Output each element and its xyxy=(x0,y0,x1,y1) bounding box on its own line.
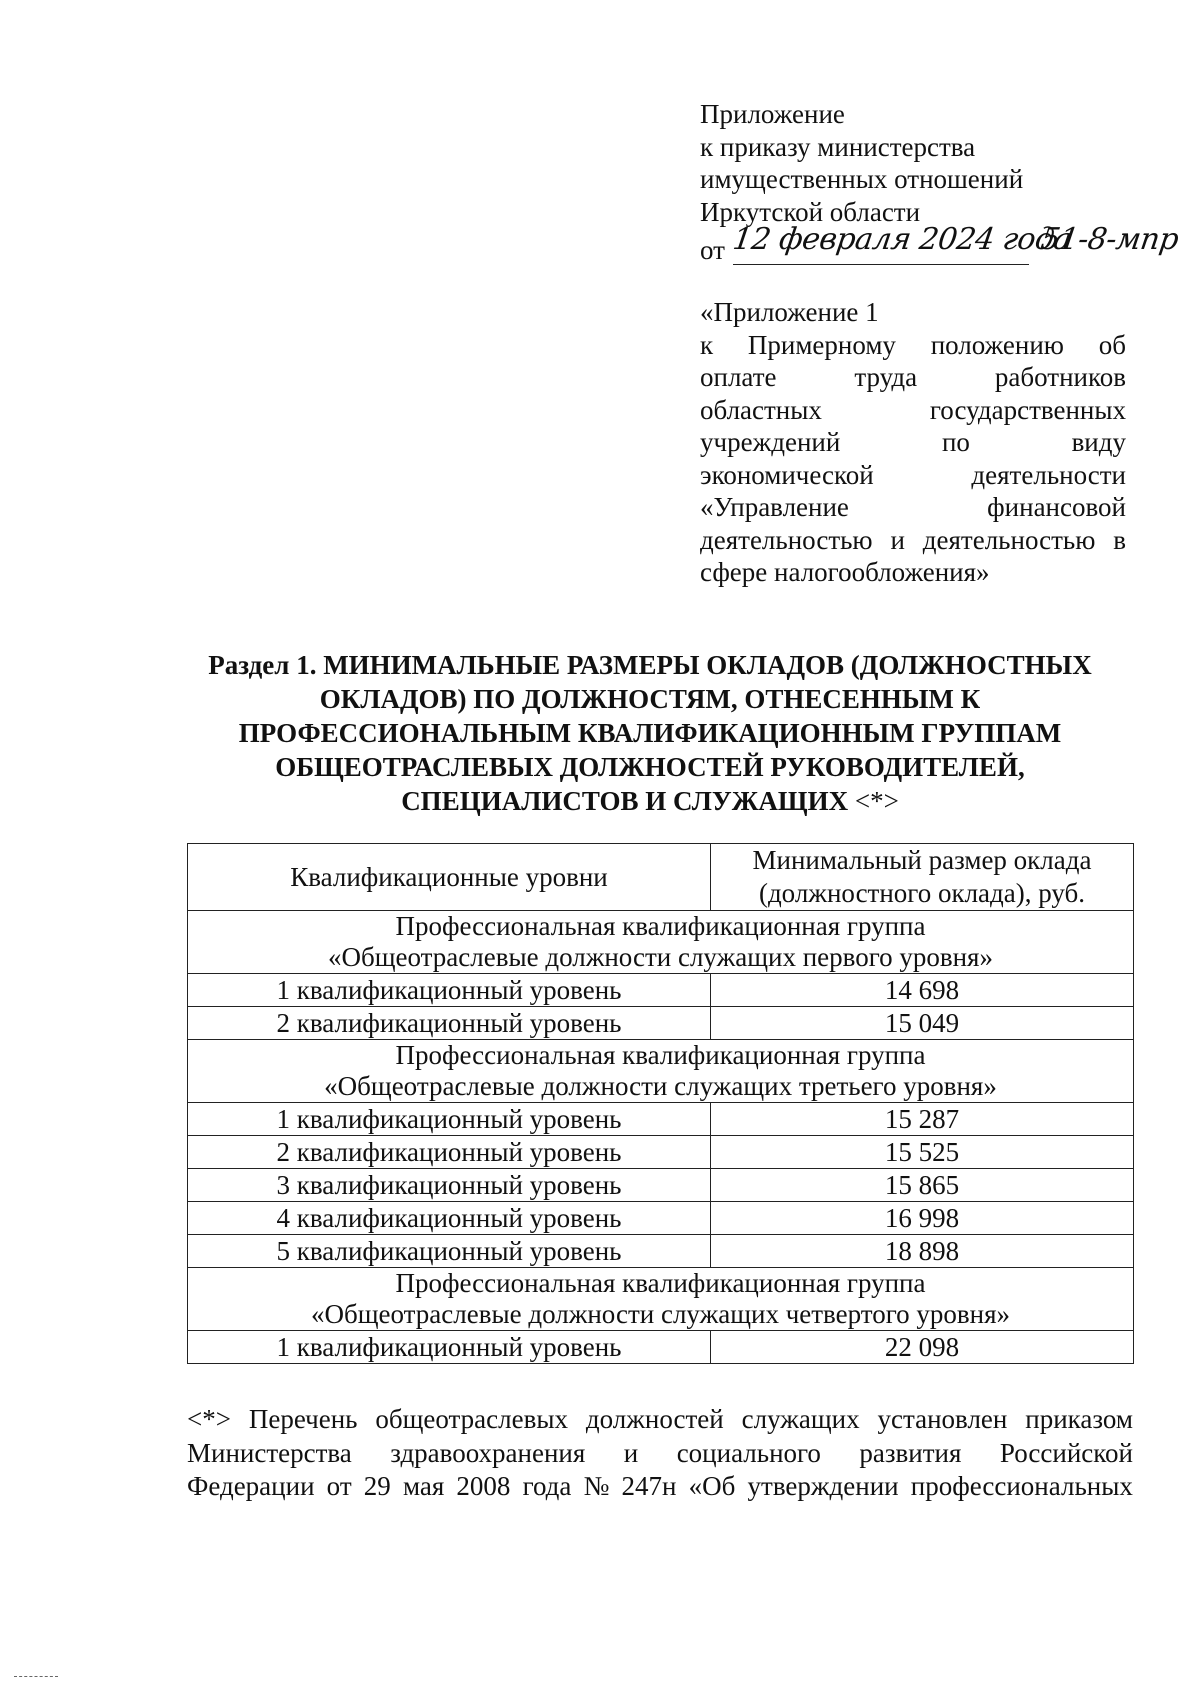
footnote-line xyxy=(187,1437,1133,1471)
salary-cell: 15 049 xyxy=(711,1007,1134,1040)
annex-line xyxy=(700,329,1126,362)
salary-cell: 22 098 xyxy=(711,1331,1134,1364)
annex-word: экономической xyxy=(700,459,874,490)
group-title-line: «Общеотраслевые должности служащих третьего уровня» xyxy=(324,1071,997,1101)
footnote-word: Федерации xyxy=(187,1471,315,1501)
annex-line xyxy=(700,556,1126,589)
section-title-line xyxy=(180,784,1120,818)
salary-cell: 15 865 xyxy=(711,1169,1134,1202)
footnote-word: социального xyxy=(676,1437,821,1468)
footnote-line xyxy=(187,1403,1133,1437)
attachment-line: Приложение xyxy=(700,99,845,129)
salary-cell: 14 698 xyxy=(711,974,1134,1007)
footnote-word: «Об xyxy=(688,1471,736,1501)
footnote-word: Перечень xyxy=(248,1404,358,1434)
annex-line xyxy=(700,459,1126,492)
section-title-line: ПРОФЕССИОНАЛЬНЫМ КВАЛИФИКАЦИОННЫМ ГРУППАМ xyxy=(238,718,1062,748)
footnote-word: должностей xyxy=(585,1404,724,1434)
table-row xyxy=(188,1136,1134,1169)
table-row xyxy=(188,974,1134,1007)
annex-word: об xyxy=(1098,329,1126,360)
section-title xyxy=(180,648,1120,818)
section-title-line: Раздел 1. МИНИМАЛЬНЫЕ РАЗМЕРЫ ОКЛАДОВ (ДОЛЖНОСТНЫХ xyxy=(208,650,1092,680)
salary-cell: 16 998 xyxy=(711,1202,1134,1235)
header-minimum-salary-line: (должностного оклада), руб. xyxy=(758,878,1086,908)
footnote-word: развития xyxy=(859,1437,962,1468)
annex-word: деятельности xyxy=(971,459,1126,490)
annex-word: Примерному xyxy=(747,329,896,360)
salary-cell: 15 525 xyxy=(711,1136,1134,1169)
table-row xyxy=(188,1235,1134,1268)
group-title-cell xyxy=(188,1040,1134,1103)
handwritten-date xyxy=(730,222,1181,257)
annex-word: государственных xyxy=(929,394,1126,425)
footnote-word: здравоохранения xyxy=(390,1437,586,1468)
header-minimum-salary xyxy=(711,844,1134,911)
table-row xyxy=(188,1007,1134,1040)
footnote-marker: <*> xyxy=(854,786,899,816)
qualification-level-cell: 1 квалификационный уровень xyxy=(188,1331,711,1364)
annex-word: положению xyxy=(930,329,1064,360)
footnote-word: 29 xyxy=(363,1471,391,1501)
footnote-word: Российской xyxy=(999,1437,1133,1468)
footnote-word: служащих xyxy=(741,1404,860,1434)
footnote-word: Министерства xyxy=(187,1437,352,1468)
group-title-line: Профессиональная квалификационная группа xyxy=(395,911,926,941)
footnote-word: утверждении xyxy=(747,1471,899,1501)
table-row xyxy=(188,1169,1134,1202)
annex-word: деятельностью xyxy=(700,524,873,555)
attachment-header xyxy=(700,98,1181,270)
annex-word: виду xyxy=(1071,427,1126,457)
annex-word: по xyxy=(941,427,970,457)
qualification-level-cell: 1 квалификационный уровень xyxy=(188,1103,711,1136)
group-title-line: «Общеотраслевые должности служащих четвертого уровня» xyxy=(311,1299,1010,1329)
handwritten-date-text: 12 февраля 2024 года xyxy=(730,222,1074,257)
qualification-level-cell: 4 квалификационный уровень xyxy=(188,1202,711,1235)
annex-word: в xyxy=(1113,524,1126,555)
section-title-line: ОКЛАДОВ) ПО ДОЛЖНОСТЯМ, ОТНЕСЕННЫМ К xyxy=(319,684,981,714)
group-row xyxy=(188,1268,1134,1331)
annex-word: деятельностью xyxy=(922,524,1096,555)
header-minimum-salary-line: Минимальный размер оклада xyxy=(752,845,1092,875)
footnote xyxy=(187,1403,1133,1504)
annex-line xyxy=(700,296,1126,329)
salary-cell: 18 898 xyxy=(711,1235,1134,1268)
table-body xyxy=(188,911,1134,1364)
annex-word: областных xyxy=(700,394,822,425)
annex-word: и xyxy=(890,524,905,555)
footnote-word: мая xyxy=(402,1471,445,1501)
annex-word: «Управление xyxy=(700,492,849,522)
table-row xyxy=(188,1103,1134,1136)
table-header-row xyxy=(188,844,1134,911)
attachment-line: к приказу министерства xyxy=(700,131,976,162)
footnote-word: от xyxy=(326,1471,352,1501)
header-qualification-levels: Квалификационные уровни xyxy=(188,844,711,911)
attachment-line: имущественных отношений xyxy=(700,164,1024,194)
footnote-word: установлен xyxy=(877,1404,1008,1434)
annex-word: «Приложение 1 xyxy=(700,297,879,327)
section-title-bold-part: СПЕЦИАЛИСТОВ И СЛУЖАЩИХ xyxy=(401,786,849,816)
group-title-line: «Общеотраслевые должности служащих первого уровня» xyxy=(328,942,993,972)
order-date-line xyxy=(700,222,1181,270)
annex-line xyxy=(700,361,1126,394)
footnote-word: <*> xyxy=(187,1404,231,1434)
scan-artifact xyxy=(14,1676,58,1677)
salary-table xyxy=(187,843,1134,1364)
annex-line xyxy=(700,426,1126,459)
group-title-line: Профессиональная квалификационная группа xyxy=(395,1040,926,1070)
table-row xyxy=(188,1331,1134,1364)
footnote-word: 2008 xyxy=(456,1471,511,1501)
qualification-level-cell: 2 квалификационный уровень xyxy=(188,1136,711,1169)
footnote-word: года xyxy=(522,1471,572,1501)
signature-underline xyxy=(733,264,1029,265)
handwritten-order-number: 51-8-мпр xyxy=(1038,222,1181,257)
group-row xyxy=(188,1040,1134,1103)
qualification-level-cell: 2 квалификационный уровень xyxy=(188,1007,711,1040)
annex-line xyxy=(700,491,1126,524)
annex-word: сфере налогообложения» xyxy=(700,557,990,587)
qualification-level-cell: 3 квалификационный уровень xyxy=(188,1169,711,1202)
qualification-level-cell: 5 квалификационный уровень xyxy=(188,1235,711,1268)
group-title-cell xyxy=(188,911,1134,974)
annex-word: оплате xyxy=(700,362,777,392)
group-title-cell xyxy=(188,1268,1134,1331)
annex-reference xyxy=(700,296,1126,589)
section-title-line: ОБЩЕОТРАСЛЕВЫХ ДОЛЖНОСТЕЙ РУКОВОДИТЕЛЕЙ, xyxy=(275,752,1025,782)
group-row xyxy=(188,911,1134,974)
salary-cell: 15 287 xyxy=(711,1103,1134,1136)
footnote-word: № xyxy=(583,1471,610,1501)
annex-line xyxy=(700,394,1126,427)
footnote-line xyxy=(187,1470,1133,1504)
footnote-word: общеотраслевых xyxy=(375,1404,568,1434)
footnote-word: профессиональных xyxy=(910,1471,1133,1501)
annex-word: труда xyxy=(854,362,918,392)
annex-word: финансовой xyxy=(987,492,1126,522)
group-title-line: Профессиональная квалификационная группа xyxy=(395,1268,926,1298)
table-row xyxy=(188,1202,1134,1235)
qualification-level-cell: 1 квалификационный уровень xyxy=(188,974,711,1007)
footnote-word: приказом xyxy=(1025,1404,1133,1434)
annex-word: к xyxy=(700,329,714,360)
attachment-line: Иркутской области xyxy=(700,196,921,227)
annex-word: учреждений xyxy=(700,427,841,457)
footnote-word: 247н xyxy=(621,1471,677,1501)
from-label: от xyxy=(700,235,725,265)
annex-line xyxy=(700,524,1126,557)
annex-word: работников xyxy=(994,362,1126,392)
footnote-word: и xyxy=(623,1437,639,1468)
